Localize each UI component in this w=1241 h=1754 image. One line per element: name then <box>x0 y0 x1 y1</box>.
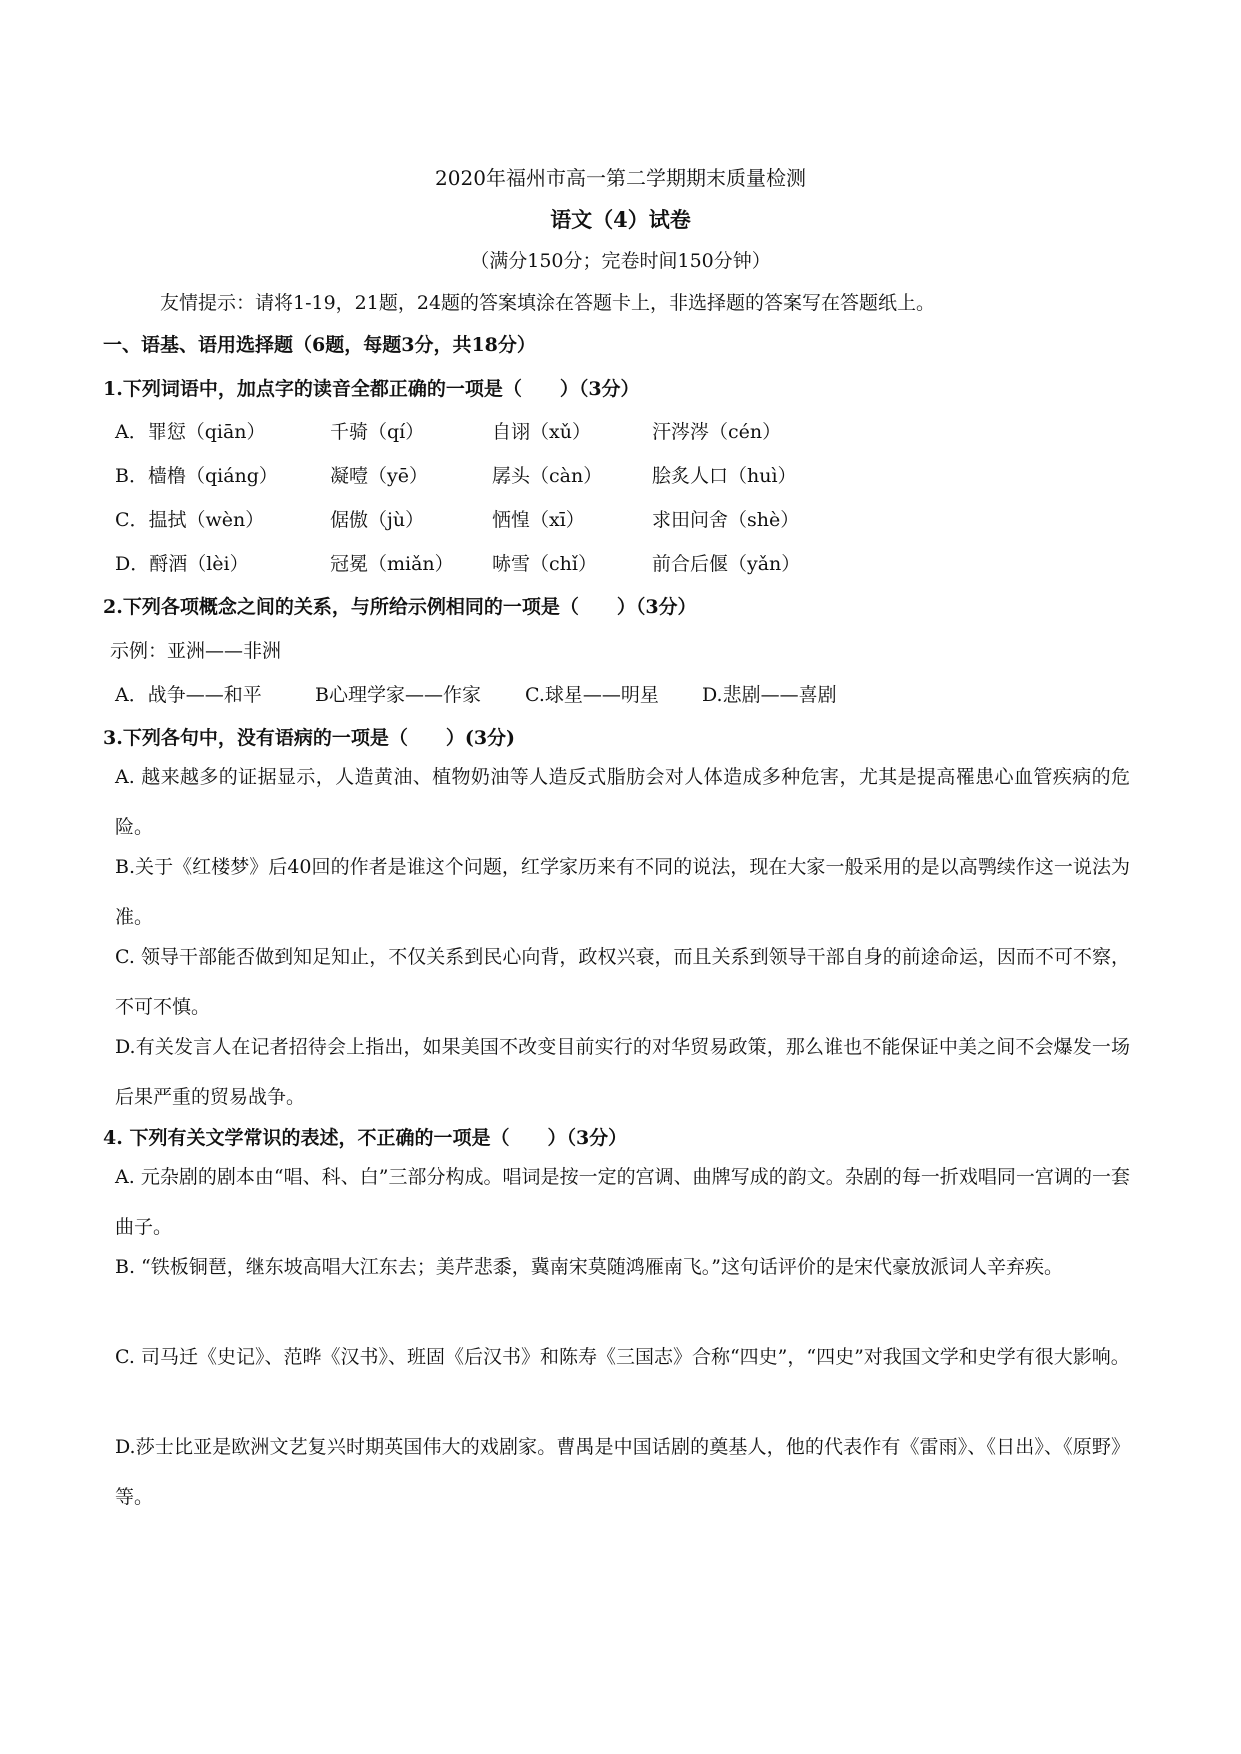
q3-option-a: A. 越来越多的证据显示，人造黄油、植物奶油等人造反式脂肪会对人体造成多种危害，尤其是提高罹患心血管疾病的危险。 <box>115 766 1130 838</box>
q1-option-d-word3: 哧雪（chǐ） <box>492 553 597 575</box>
question-2-stem: 2.下列各项概念之间的关系，与所给示例相同的一项是（ ）（3分） <box>103 596 697 618</box>
q3-option-c: C. 领导干部能否做到知足知止，不仅关系到民心向背，政权兴衰，而且关系到领导干部自身的前途命运，因而不可不察，不可不慎。 <box>115 946 1130 1018</box>
friendly-tip: 友情提示：请将1-19，21题，24题的答案填涂在答题卡上，非选择题的答案写在答题纸上。 <box>160 292 936 314</box>
q1-option-b-word1: B．樯橹（qiáng） <box>115 465 278 487</box>
q1-option-d-word1: D．酹酒（lèi） <box>115 553 249 575</box>
q3-option-b: B.关于《红楼梦》后40回的作者是谁这个问题，红学家历来有不同的说法，现在大家一般采用的是以高鹗续作这一说法为准。 <box>115 856 1130 928</box>
q1-option-a-word4: 汗涔涔（cén） <box>652 421 782 443</box>
exam-title: 2020年福州市高一第二学期期末质量检测 <box>435 166 806 190</box>
section-heading: 一、语基、语用选择题（6题，每题3分，共18分） <box>103 334 536 356</box>
q4-option-a: A. 元杂剧的剧本由“唱、科、白”三部分构成。唱词是按一定的宫调、曲牌写成的韵文。杂剧的每一折戏唱同一宫调的一套曲子。 <box>115 1166 1130 1238</box>
q1-option-b-word3: 孱头（càn） <box>492 465 603 487</box>
q1-option-b-word4: 脍炙人口（huì） <box>652 465 797 487</box>
q2-example: 示例：亚洲——非洲 <box>110 640 282 662</box>
q1-option-d-word4: 前合后偃（yǎn） <box>652 553 801 575</box>
q2-option-c: C.球星——明星 <box>525 684 659 706</box>
q1-option-c-word4: 求田问舍（shè） <box>652 509 800 531</box>
question-1-stem: 1.下列词语中，加点字的读音全都正确的一项是（ ）（3分） <box>103 378 640 400</box>
q2-option-d: D.悲剧——喜剧 <box>702 684 837 706</box>
question-4-stem: 4. 下列有关文学常识的表述，不正确的一项是（ ）（3分） <box>103 1127 628 1149</box>
q1-option-c-word2: 倨傲（jù） <box>330 509 425 531</box>
q1-option-d-word2: 冠冕（miǎn） <box>330 553 454 575</box>
q1-option-a-word3: 自诩（xǔ） <box>492 421 591 443</box>
q2-option-b: B心理学家——作家 <box>315 684 481 706</box>
q1-option-a-word2: 千骑（qí） <box>330 421 425 443</box>
q1-option-a-word1: A．罪愆（qiān） <box>115 421 266 443</box>
q4-option-d: D.莎士比亚是欧洲文艺复兴时期英国伟大的戏剧家。曹禺是中国话剧的奠基人，他的代表作有《雷雨》、《日出》、《原野》等。 <box>115 1436 1130 1508</box>
q4-option-c: C. 司马迁《史记》、范晔《汉书》、班固《后汉书》和陈寿《三国志》合称“四史”，“四史”对我国文学和史学有很大影响。 <box>115 1346 1130 1368</box>
question-3-stem: 3.下列各句中，没有语病的一项是（ ）(3分) <box>103 727 516 749</box>
q1-option-b-word2: 凝噎（yē） <box>330 465 428 487</box>
q1-option-c-word1: C．揾拭（wèn） <box>115 509 265 531</box>
q1-option-c-word3: 恓惶（xī） <box>492 509 585 531</box>
score-info: （满分150分；完卷时间150分钟） <box>470 250 771 272</box>
q4-option-b: B. “铁板铜琶，继东坡高唱大江东去；美芹悲黍，冀南宋莫随鸿雁南飞。”这句话评价的是宋代豪放派词人辛弃疾。 <box>115 1256 1063 1278</box>
q3-option-d: D.有关发言人在记者招待会上指出，如果美国不改变目前实行的对华贸易政策，那么谁也不能保证中美之间不会爆发一场后果严重的贸易战争。 <box>115 1036 1130 1108</box>
q2-option-a: A．战争——和平 <box>115 684 262 706</box>
exam-subtitle: 语文（4）试卷 <box>550 207 691 232</box>
